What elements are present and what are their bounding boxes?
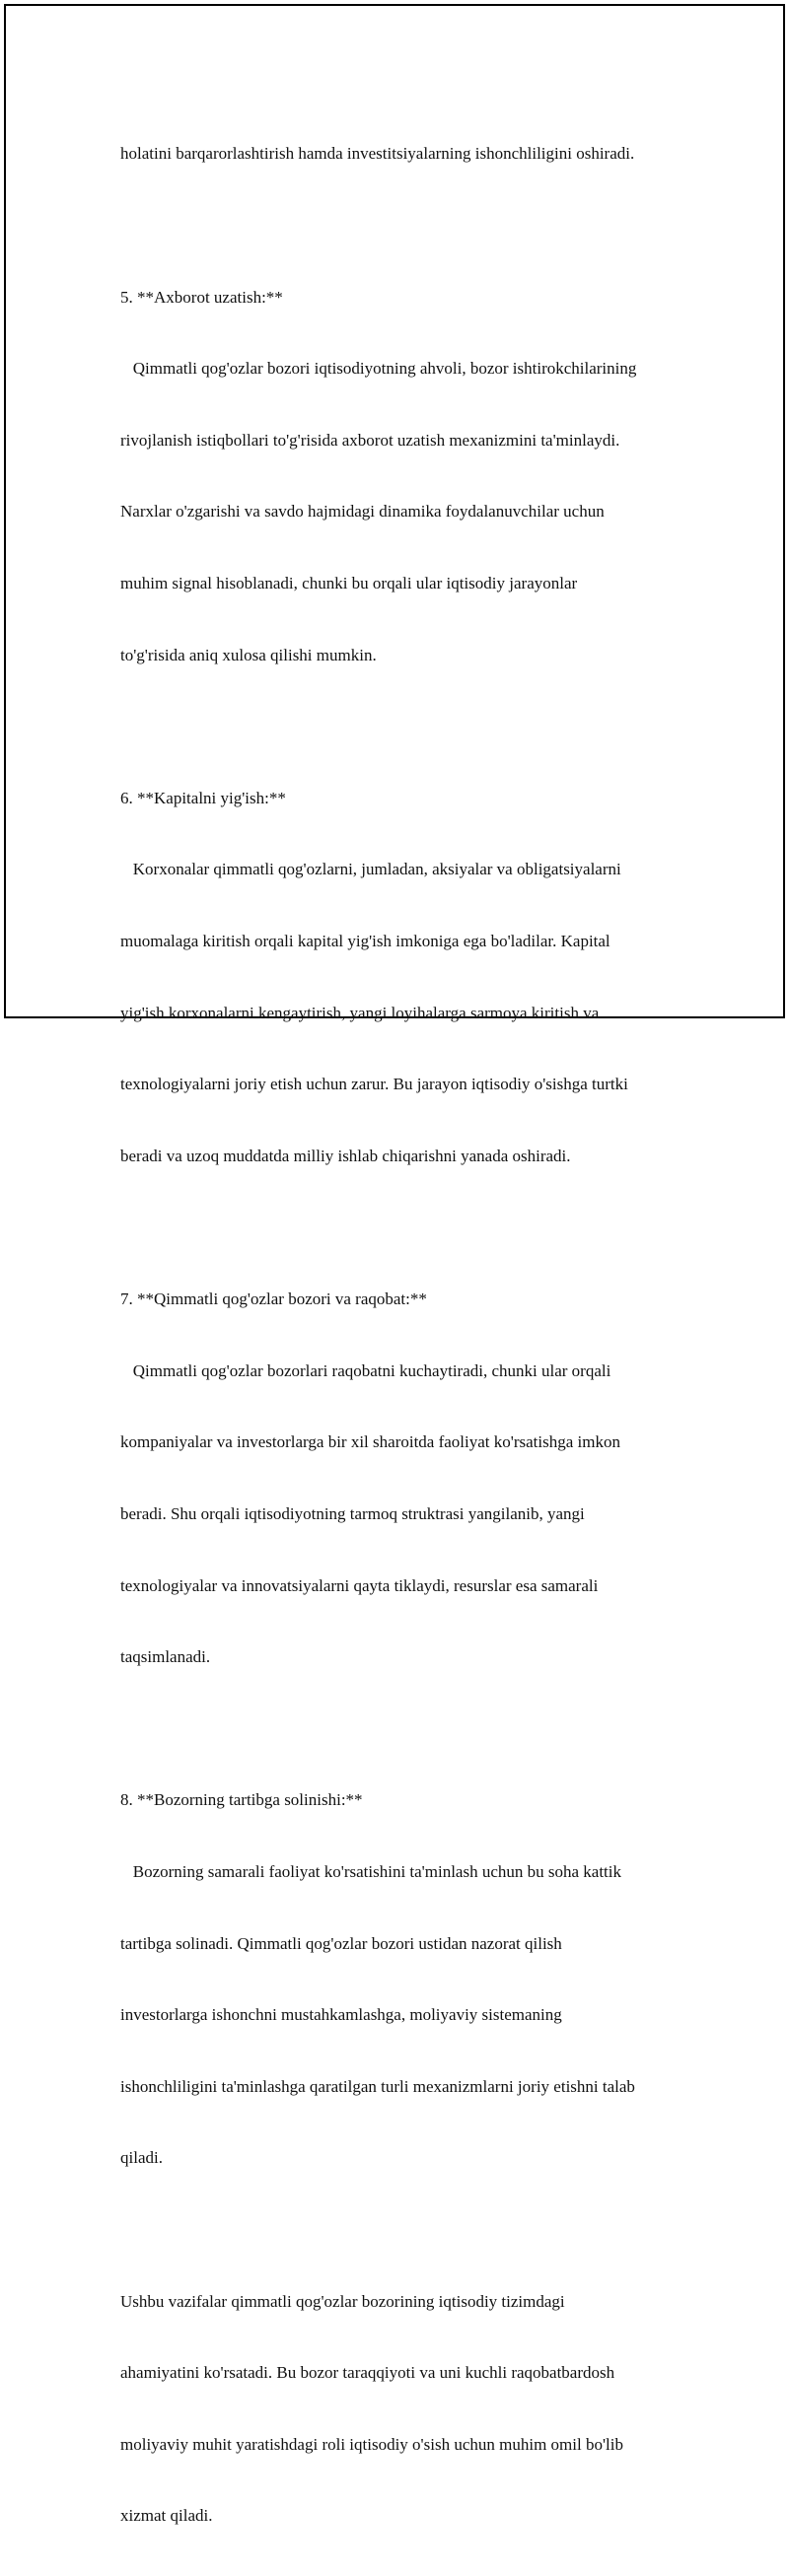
paragraph-gap	[120, 715, 692, 738]
section-8-market-regulation	[120, 1741, 692, 2218]
text-line: Ushbu vazifalar qimmatli qog'ozlar bozorining iqtisodiy tizimdagi	[120, 2291, 565, 2311]
text-line: taqsimlanadi.	[120, 1647, 211, 1667]
text-line: qiladi.	[120, 2148, 163, 2168]
conclusion-paragraph	[120, 2242, 692, 2576]
text-line: Korxonalar qimmatli qog'ozlarni, jumladan, aksiyalar va obligatsiyalarni	[120, 860, 621, 879]
text-line: beradi. Shu orqali iqtisodiyotning tarmoq struktrasi yangilanib, yangi	[120, 1503, 585, 1523]
text-line: beradi va uzoq muddatda milliy ishlab chiqarishni yanada oshiradi.	[120, 1146, 571, 1165]
paragraph-gap	[120, 2218, 692, 2242]
text-line: moliyaviy muhit yaratishdagi roli iqtisodiy o'sish uchun muhim omil bo'lib	[120, 2434, 623, 2454]
text-line: ahamiyatini ko'rsatadi. Bu bozor taraqqiyoti va uni kuchli raqobatbardosh	[120, 2363, 615, 2383]
paragraph-intro-tail	[120, 95, 692, 214]
text-line: ishonchliligini ta'minlashga qaratilgan turli mexanizmlarni joriy etishni talab	[120, 2076, 635, 2096]
section-7-market-competition	[120, 1240, 692, 1717]
text-line: rivojlanish istiqbollari to'g'risida axborot uzatish mexanizmini ta'minlaydi.	[120, 430, 620, 450]
text-line: kompaniyalar va investorlarga bir xil sharoitda faoliyat ko'rsatishga imkon	[120, 1432, 620, 1452]
section-heading: 6. **Kapitalni yig'ish:**	[120, 788, 286, 807]
text-line: holatini barqarorlashtirish hamda investitsiyalarning ishonchliligini oshiradi.	[120, 144, 635, 164]
document-body	[120, 95, 692, 2576]
paragraph-gap	[120, 214, 692, 238]
text-line: Bozorning samarali faoliyat ko'rsatishini ta'minlash uchun bu soha kattik	[120, 1861, 621, 1881]
text-line: xizmat qiladi.	[120, 2506, 213, 2526]
text-line: muomalaga kiritish orqali kapital yig'ish imkoniga ega bo'ladilar. Kapital	[120, 932, 610, 951]
section-5-information-transfer	[120, 238, 692, 715]
text-line: yig'ish korxonalarni kengaytirish, yangi loyihalarga sarmoya kiritish va	[120, 1003, 600, 1022]
document-page	[4, 4, 785, 2526]
text-line: Narxlar o'zgarishi va savdo hajmidagi dinamika foydalanuvchilar uchun	[120, 502, 605, 522]
section-6-capital-raising	[120, 738, 692, 1216]
text-line: texnologiyalarni joriy etish uchun zarur. Bu jarayon iqtisodiy o'sishga turtki	[120, 1075, 628, 1094]
text-line: to'g'risida aniq xulosa qilishi mumkin.	[120, 645, 377, 664]
paragraph-gap	[120, 1217, 692, 1240]
section-heading: 8. **Bozorning tartibga solinishi:**	[120, 1790, 363, 1810]
text-line: texnologiyalar va innovatsiyalarni qayta tiklaydi, resurslar esa samarali	[120, 1575, 599, 1595]
paragraph-gap	[120, 1717, 692, 1741]
section-heading: 7. **Qimmatli qog'ozlar bozori va raqobat:**	[120, 1289, 427, 1309]
text-line: Qimmatli qog'ozlar bozorlari raqobatni kuchaytiradi, chunki ular orqali	[120, 1360, 611, 1380]
text-line: tartibga solinadi. Qimmatli qog'ozlar bozori ustidan nazorat qilish	[120, 1933, 562, 1953]
text-line: investorlarga ishonchni mustahkamlashga, moliyaviy sistemaning	[120, 2005, 562, 2025]
text-line: muhim signal hisoblanadi, chunki bu orqali ular iqtisodiy jarayonlar	[120, 574, 578, 593]
section-heading: 5. **Axborot uzatish:**	[120, 287, 283, 307]
text-line: Qimmatli qog'ozlar bozori iqtisodiyotning ahvoli, bozor ishtirokchilarining	[120, 359, 637, 379]
